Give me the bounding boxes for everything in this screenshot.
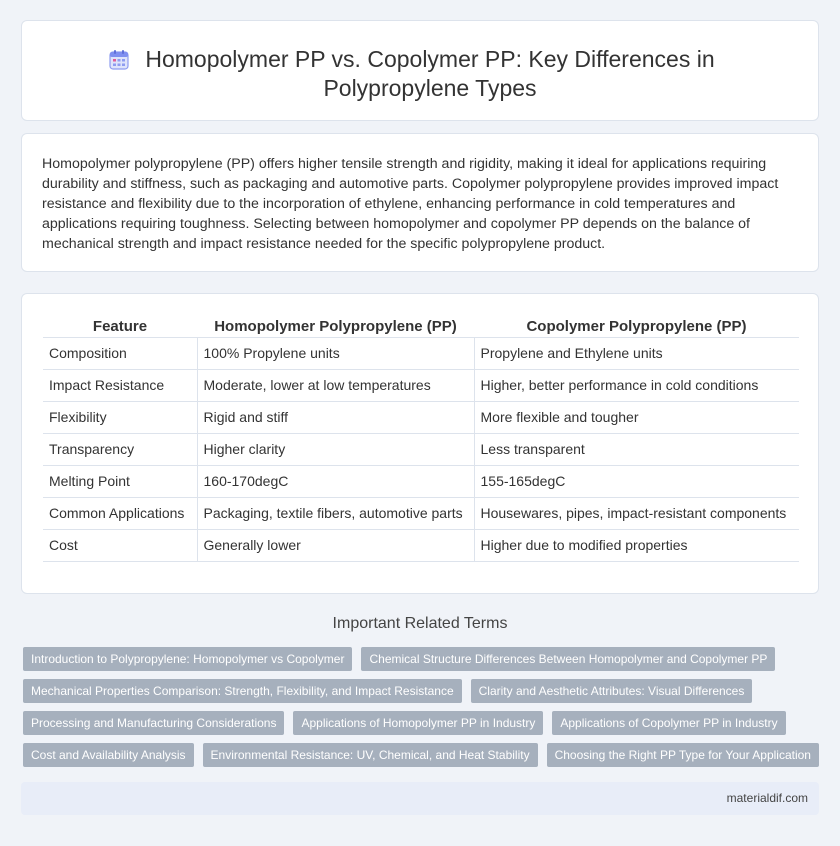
page-title: Homopolymer PP vs. Copolymer PP: Key Differences in Polypropylene Types [145,46,715,101]
table-row [43,530,799,562]
table-row [43,338,799,370]
title-card [21,20,819,121]
related-term-tag[interactable]: Processing and Manufacturing Considerations [23,711,284,735]
table-cell: Higher due to modified properties [474,530,799,562]
related-term-tag[interactable]: Applications of Homopolymer PP in Industry [293,711,543,735]
comparison-table [43,316,799,562]
table-cell: Generally lower [197,530,474,562]
table-cell: Impact Resistance [43,370,197,402]
comparison-table-card [21,293,819,594]
table-cell: Flexibility [43,402,197,434]
calendar-icon [108,49,130,71]
table-cell: More flexible and tougher [474,402,799,434]
related-terms-list [23,647,823,775]
related-term-tag[interactable]: Mechanical Properties Comparison: Strength, Flexibility, and Impact Resistance [23,679,462,703]
table-cell: Higher clarity [197,434,474,466]
related-terms-heading: Important Related Terms [332,615,508,632]
table-cell: Propylene and Ethylene units [474,338,799,370]
intro-paragraph: Homopolymer polypropylene (PP) offers higher tensile strength and rigidity, making it ideal for applications requiring durability and stiffness, such as packaging and automotive parts. Copolymer polypropylene provides improved impact resistance and flexibility due to the incorporation of ethylene, enhancing performance in cold temperatures and applications requiring toughness. Selecting between homopolymer and copolymer PP depends on the balance of mechanical strength and impact resistance needed for the specific polypropylene product. [42,156,779,252]
table-cell: Moderate, lower at low temperatures [197,370,474,402]
intro-card [21,133,819,272]
table-cell: Cost [43,530,197,562]
related-term-tag[interactable]: Chemical Structure Differences Between Homopolymer and Copolymer PP [361,647,775,671]
header-copolymer: Copolymer Polypropylene (PP) [474,316,799,338]
header-feature: Feature [43,316,197,338]
header-homopolymer: Homopolymer Polypropylene (PP) [197,316,474,338]
table-cell: Higher, better performance in cold conditions [474,370,799,402]
table-row [43,370,799,402]
table-cell: 160-170degC [197,466,474,498]
related-term-tag[interactable]: Cost and Availability Analysis [23,743,194,767]
table-cell: Rigid and stiff [197,402,474,434]
related-term-tag[interactable]: Choosing the Right PP Type for Your Application [547,743,819,767]
table-cell: Transparency [43,434,197,466]
related-term-tag[interactable]: Clarity and Aesthetic Attributes: Visual Differences [471,679,753,703]
footer [21,782,819,815]
table-row [43,402,799,434]
related-term-tag[interactable]: Applications of Copolymer PP in Industry [552,711,785,735]
table-cell: Common Applications [43,498,197,530]
table-cell: 155-165degC [474,466,799,498]
table-header-row [43,316,799,338]
table-cell: Less transparent [474,434,799,466]
related-term-tag[interactable]: Introduction to Polypropylene: Homopolymer vs Copolymer [23,647,352,671]
table-row [43,434,799,466]
related-term-tag[interactable]: Environmental Resistance: UV, Chemical, and Heat Stability [203,743,538,767]
table-cell: Housewares, pipes, impact-resistant components [474,498,799,530]
table-cell: Melting Point [43,466,197,498]
table-row [43,498,799,530]
table-cell: 100% Propylene units [197,338,474,370]
table-row [43,466,799,498]
table-cell: Composition [43,338,197,370]
table-cell: Packaging, textile fibers, automotive parts [197,498,474,530]
footer-site-link[interactable]: materialdif.com [726,791,808,805]
